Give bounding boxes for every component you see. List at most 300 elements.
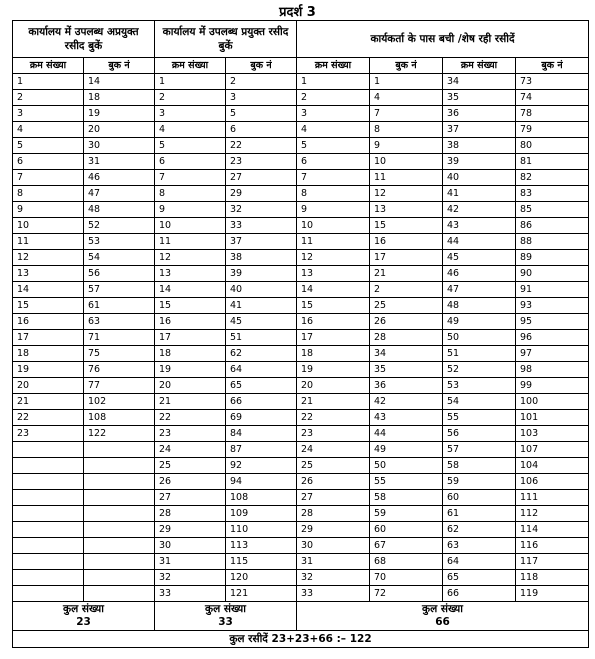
serial-cell: 66 xyxy=(443,586,516,602)
table-row xyxy=(13,474,589,490)
serial-cell: 9 xyxy=(13,202,84,218)
total-label: कुल संख्या xyxy=(422,603,463,615)
serial-cell xyxy=(13,570,84,586)
serial-cell: 16 xyxy=(13,314,84,330)
serial-cell xyxy=(13,458,84,474)
total-unused xyxy=(13,602,155,631)
serial-cell: 28 xyxy=(297,506,370,522)
column-header: क्रम संख्या xyxy=(297,58,370,74)
book-number-cell: 23 xyxy=(226,154,297,170)
book-number-cell: 71 xyxy=(84,330,155,346)
table-row xyxy=(13,426,589,442)
book-number-cell: 80 xyxy=(516,138,589,154)
serial-cell: 59 xyxy=(443,474,516,490)
book-number-cell: 119 xyxy=(516,586,589,602)
book-number-cell: 90 xyxy=(516,266,589,282)
serial-cell: 24 xyxy=(155,442,226,458)
book-number-cell: 36 xyxy=(370,378,443,394)
serial-cell: 35 xyxy=(443,90,516,106)
table-row xyxy=(13,362,589,378)
book-number-cell: 117 xyxy=(516,554,589,570)
book-number-cell: 52 xyxy=(84,218,155,234)
book-number-cell: 106 xyxy=(516,474,589,490)
serial-cell: 62 xyxy=(443,522,516,538)
book-number-cell: 86 xyxy=(516,218,589,234)
book-number-cell: 115 xyxy=(226,554,297,570)
serial-cell: 13 xyxy=(13,266,84,282)
serial-cell: 9 xyxy=(297,202,370,218)
serial-cell: 63 xyxy=(443,538,516,554)
table-row xyxy=(13,138,589,154)
book-number-cell: 79 xyxy=(516,122,589,138)
serial-cell: 34 xyxy=(443,74,516,90)
serial-cell: 9 xyxy=(155,202,226,218)
serial-cell: 20 xyxy=(155,378,226,394)
book-number-cell: 27 xyxy=(226,170,297,186)
serial-cell: 25 xyxy=(297,458,370,474)
serial-cell: 10 xyxy=(155,218,226,234)
serial-cell: 22 xyxy=(13,410,84,426)
book-number-cell: 35 xyxy=(370,362,443,378)
serial-cell: 32 xyxy=(155,570,226,586)
book-number-cell xyxy=(84,506,155,522)
serial-cell: 56 xyxy=(443,426,516,442)
book-number-cell: 31 xyxy=(84,154,155,170)
serial-cell: 4 xyxy=(155,122,226,138)
serial-cell: 7 xyxy=(297,170,370,186)
table-row xyxy=(13,458,589,474)
book-number-cell: 15 xyxy=(370,218,443,234)
book-number-cell: 3 xyxy=(226,90,297,106)
book-number-cell: 18 xyxy=(84,90,155,106)
receipt-books-table xyxy=(12,20,589,648)
book-number-cell: 110 xyxy=(226,522,297,538)
book-number-cell: 83 xyxy=(516,186,589,202)
table-row xyxy=(13,378,589,394)
serial-cell: 10 xyxy=(13,218,84,234)
serial-cell: 15 xyxy=(155,298,226,314)
book-number-cell: 85 xyxy=(516,202,589,218)
book-number-cell xyxy=(84,570,155,586)
book-number-cell: 34 xyxy=(370,346,443,362)
serial-cell: 23 xyxy=(13,426,84,442)
table-row xyxy=(13,346,589,362)
column-header-row xyxy=(13,58,589,74)
book-number-cell: 107 xyxy=(516,442,589,458)
column-header: बुक नं xyxy=(370,58,443,74)
table-row xyxy=(13,394,589,410)
serial-cell: 65 xyxy=(443,570,516,586)
book-number-cell: 77 xyxy=(84,378,155,394)
serial-cell: 16 xyxy=(155,314,226,330)
serial-cell: 24 xyxy=(297,442,370,458)
serial-cell: 3 xyxy=(297,106,370,122)
book-number-cell: 42 xyxy=(370,394,443,410)
book-number-cell: 41 xyxy=(226,298,297,314)
table-row xyxy=(13,234,589,250)
serial-cell: 10 xyxy=(297,218,370,234)
serial-cell: 15 xyxy=(297,298,370,314)
book-number-cell: 14 xyxy=(84,74,155,90)
book-number-cell: 94 xyxy=(226,474,297,490)
serial-cell: 39 xyxy=(443,154,516,170)
total-worker xyxy=(297,602,589,631)
serial-cell: 54 xyxy=(443,394,516,410)
serial-cell: 6 xyxy=(297,154,370,170)
book-number-cell: 50 xyxy=(370,458,443,474)
book-number-cell: 91 xyxy=(516,282,589,298)
book-number-cell: 114 xyxy=(516,522,589,538)
serial-cell: 16 xyxy=(297,314,370,330)
table-row xyxy=(13,106,589,122)
book-number-cell: 10 xyxy=(370,154,443,170)
book-number-cell: 47 xyxy=(84,186,155,202)
table-row xyxy=(13,90,589,106)
serial-cell: 20 xyxy=(297,378,370,394)
serial-cell: 47 xyxy=(443,282,516,298)
table-row xyxy=(13,506,589,522)
serial-cell: 19 xyxy=(13,362,84,378)
book-number-cell: 37 xyxy=(226,234,297,250)
serial-cell: 13 xyxy=(297,266,370,282)
table-row xyxy=(13,330,589,346)
book-number-cell: 67 xyxy=(370,538,443,554)
book-number-cell: 40 xyxy=(226,282,297,298)
book-number-cell: 60 xyxy=(370,522,443,538)
serial-cell: 27 xyxy=(155,490,226,506)
serial-cell: 50 xyxy=(443,330,516,346)
serial-cell: 11 xyxy=(297,234,370,250)
book-number-cell: 75 xyxy=(84,346,155,362)
book-number-cell: 109 xyxy=(226,506,297,522)
serial-cell: 17 xyxy=(13,330,84,346)
book-number-cell: 26 xyxy=(370,314,443,330)
book-number-cell: 74 xyxy=(516,90,589,106)
book-number-cell: 33 xyxy=(226,218,297,234)
book-number-cell: 97 xyxy=(516,346,589,362)
book-number-cell: 59 xyxy=(370,506,443,522)
book-number-cell: 76 xyxy=(84,362,155,378)
serial-cell: 36 xyxy=(443,106,516,122)
book-number-cell: 55 xyxy=(370,474,443,490)
book-number-cell: 113 xyxy=(226,538,297,554)
serial-cell: 58 xyxy=(443,458,516,474)
table-row xyxy=(13,442,589,458)
serial-cell: 33 xyxy=(155,586,226,602)
book-number-cell: 72 xyxy=(370,586,443,602)
serial-cell: 41 xyxy=(443,186,516,202)
serial-cell: 7 xyxy=(13,170,84,186)
serial-cell xyxy=(13,506,84,522)
book-number-cell: 8 xyxy=(370,122,443,138)
grand-total-row xyxy=(13,631,589,648)
book-number-cell: 66 xyxy=(226,394,297,410)
table-row xyxy=(13,570,589,586)
book-number-cell xyxy=(84,538,155,554)
serial-cell: 18 xyxy=(155,346,226,362)
book-number-cell: 120 xyxy=(226,570,297,586)
table-row xyxy=(13,122,589,138)
serial-cell: 21 xyxy=(155,394,226,410)
serial-cell: 2 xyxy=(13,90,84,106)
serial-cell: 21 xyxy=(297,394,370,410)
book-number-cell: 69 xyxy=(226,410,297,426)
serial-cell: 30 xyxy=(155,538,226,554)
serial-cell: 1 xyxy=(297,74,370,90)
book-number-cell: 89 xyxy=(516,250,589,266)
book-number-cell: 28 xyxy=(370,330,443,346)
totals-row xyxy=(13,602,589,631)
serial-cell: 60 xyxy=(443,490,516,506)
book-number-cell xyxy=(84,474,155,490)
total-label: कुल संख्या xyxy=(205,603,246,615)
book-number-cell: 61 xyxy=(84,298,155,314)
serial-cell: 33 xyxy=(297,586,370,602)
header-worker-remaining: कार्यकर्ता के पास बची /शेष रही रसीदें xyxy=(297,21,589,58)
book-number-cell: 122 xyxy=(84,426,155,442)
book-number-cell: 95 xyxy=(516,314,589,330)
book-number-cell: 78 xyxy=(516,106,589,122)
serial-cell: 57 xyxy=(443,442,516,458)
book-number-cell: 1 xyxy=(370,74,443,90)
total-label: कुल संख्या xyxy=(63,603,104,615)
book-number-cell: 2 xyxy=(370,282,443,298)
book-number-cell: 63 xyxy=(84,314,155,330)
serial-cell: 43 xyxy=(443,218,516,234)
serial-cell: 31 xyxy=(155,554,226,570)
serial-cell: 3 xyxy=(155,106,226,122)
serial-cell: 44 xyxy=(443,234,516,250)
table-row xyxy=(13,250,589,266)
serial-cell: 18 xyxy=(13,346,84,362)
serial-cell: 49 xyxy=(443,314,516,330)
serial-cell: 12 xyxy=(13,250,84,266)
table-row xyxy=(13,202,589,218)
book-number-cell: 29 xyxy=(226,186,297,202)
group-header-row xyxy=(13,21,589,58)
serial-cell: 14 xyxy=(297,282,370,298)
book-number-cell: 51 xyxy=(226,330,297,346)
book-number-cell: 54 xyxy=(84,250,155,266)
book-number-cell: 12 xyxy=(370,186,443,202)
book-number-cell xyxy=(84,458,155,474)
serial-cell: 48 xyxy=(443,298,516,314)
book-number-cell: 53 xyxy=(84,234,155,250)
serial-cell: 17 xyxy=(297,330,370,346)
serial-cell xyxy=(13,474,84,490)
book-number-cell: 84 xyxy=(226,426,297,442)
table-row xyxy=(13,298,589,314)
book-number-cell: 32 xyxy=(226,202,297,218)
serial-cell: 12 xyxy=(155,250,226,266)
serial-cell: 11 xyxy=(155,234,226,250)
book-number-cell: 93 xyxy=(516,298,589,314)
serial-cell: 26 xyxy=(297,474,370,490)
book-number-cell: 4 xyxy=(370,90,443,106)
serial-cell: 55 xyxy=(443,410,516,426)
book-number-cell: 118 xyxy=(516,570,589,586)
serial-cell: 28 xyxy=(155,506,226,522)
book-number-cell: 68 xyxy=(370,554,443,570)
serial-cell: 46 xyxy=(443,266,516,282)
book-number-cell: 17 xyxy=(370,250,443,266)
book-number-cell: 58 xyxy=(370,490,443,506)
book-number-cell: 88 xyxy=(516,234,589,250)
book-number-cell: 44 xyxy=(370,426,443,442)
book-number-cell: 5 xyxy=(226,106,297,122)
serial-cell: 2 xyxy=(297,90,370,106)
book-number-cell: 112 xyxy=(516,506,589,522)
table-row xyxy=(13,282,589,298)
book-number-cell: 45 xyxy=(226,314,297,330)
book-number-cell: 81 xyxy=(516,154,589,170)
total-value: 23 xyxy=(76,616,91,628)
book-number-cell: 57 xyxy=(84,282,155,298)
serial-cell: 22 xyxy=(297,410,370,426)
column-header: बुक नं xyxy=(516,58,589,74)
book-number-cell: 96 xyxy=(516,330,589,346)
serial-cell: 18 xyxy=(297,346,370,362)
serial-cell: 23 xyxy=(297,426,370,442)
book-number-cell: 22 xyxy=(226,138,297,154)
serial-cell: 31 xyxy=(297,554,370,570)
serial-cell xyxy=(13,538,84,554)
book-number-cell: 39 xyxy=(226,266,297,282)
serial-cell: 5 xyxy=(155,138,226,154)
serial-cell: 52 xyxy=(443,362,516,378)
column-header: क्रम संख्या xyxy=(443,58,516,74)
serial-cell: 23 xyxy=(155,426,226,442)
book-number-cell: 49 xyxy=(370,442,443,458)
header-unused-books: कार्यालय में उपलब्ध अप्रयुक्त रसीद बुकें xyxy=(13,21,155,58)
serial-cell: 13 xyxy=(155,266,226,282)
book-number-cell: 116 xyxy=(516,538,589,554)
book-number-cell: 121 xyxy=(226,586,297,602)
book-number-cell xyxy=(84,442,155,458)
serial-cell: 38 xyxy=(443,138,516,154)
serial-cell xyxy=(13,554,84,570)
book-number-cell: 2 xyxy=(226,74,297,90)
table-row xyxy=(13,490,589,506)
table-row xyxy=(13,266,589,282)
book-number-cell: 11 xyxy=(370,170,443,186)
serial-cell: 6 xyxy=(155,154,226,170)
book-number-cell: 30 xyxy=(84,138,155,154)
book-number-cell: 56 xyxy=(84,266,155,282)
book-number-cell: 64 xyxy=(226,362,297,378)
serial-cell: 27 xyxy=(297,490,370,506)
column-header: क्रम संख्या xyxy=(155,58,226,74)
header-used-books: कार्यालय में उपलब्ध प्रयुक्त रसीद बुकें xyxy=(155,21,297,58)
book-number-cell: 87 xyxy=(226,442,297,458)
total-value: 66 xyxy=(435,616,450,628)
serial-cell: 5 xyxy=(13,138,84,154)
grand-total: कुल रसीदें 23+23+66 :– 122 xyxy=(13,631,589,648)
book-number-cell: 82 xyxy=(516,170,589,186)
serial-cell: 14 xyxy=(155,282,226,298)
table-row xyxy=(13,538,589,554)
table-row xyxy=(13,74,589,90)
serial-cell: 53 xyxy=(443,378,516,394)
total-value: 33 xyxy=(218,616,233,628)
serial-cell: 19 xyxy=(297,362,370,378)
serial-cell: 2 xyxy=(155,90,226,106)
book-number-cell: 20 xyxy=(84,122,155,138)
table-row xyxy=(13,554,589,570)
serial-cell: 11 xyxy=(13,234,84,250)
serial-cell: 3 xyxy=(13,106,84,122)
book-number-cell: 13 xyxy=(370,202,443,218)
book-number-cell: 19 xyxy=(84,106,155,122)
table-body xyxy=(13,74,589,602)
book-number-cell: 16 xyxy=(370,234,443,250)
book-number-cell: 70 xyxy=(370,570,443,586)
serial-cell: 4 xyxy=(297,122,370,138)
serial-cell: 22 xyxy=(155,410,226,426)
book-number-cell xyxy=(84,586,155,602)
serial-cell xyxy=(13,490,84,506)
serial-cell: 5 xyxy=(297,138,370,154)
serial-cell xyxy=(13,522,84,538)
book-number-cell: 103 xyxy=(516,426,589,442)
table-row xyxy=(13,186,589,202)
table-row xyxy=(13,522,589,538)
book-number-cell: 43 xyxy=(370,410,443,426)
serial-cell: 45 xyxy=(443,250,516,266)
serial-cell: 6 xyxy=(13,154,84,170)
page-title: प्रदर्श 3 xyxy=(279,5,316,20)
serial-cell: 4 xyxy=(13,122,84,138)
serial-cell: 14 xyxy=(13,282,84,298)
table-row xyxy=(13,410,589,426)
book-number-cell: 99 xyxy=(516,378,589,394)
table-row xyxy=(13,154,589,170)
book-number-cell: 73 xyxy=(516,74,589,90)
serial-cell: 42 xyxy=(443,202,516,218)
serial-cell: 40 xyxy=(443,170,516,186)
book-number-cell: 92 xyxy=(226,458,297,474)
serial-cell: 61 xyxy=(443,506,516,522)
serial-cell: 1 xyxy=(13,74,84,90)
serial-cell xyxy=(13,586,84,602)
book-number-cell: 62 xyxy=(226,346,297,362)
serial-cell: 8 xyxy=(13,186,84,202)
serial-cell: 29 xyxy=(297,522,370,538)
serial-cell: 51 xyxy=(443,346,516,362)
serial-cell: 21 xyxy=(13,394,84,410)
book-number-cell xyxy=(84,522,155,538)
book-number-cell xyxy=(84,490,155,506)
serial-cell: 19 xyxy=(155,362,226,378)
serial-cell: 30 xyxy=(297,538,370,554)
book-number-cell: 38 xyxy=(226,250,297,266)
serial-cell: 8 xyxy=(297,186,370,202)
table-row xyxy=(13,586,589,602)
serial-cell: 29 xyxy=(155,522,226,538)
total-used xyxy=(155,602,297,631)
serial-cell: 8 xyxy=(155,186,226,202)
book-number-cell: 108 xyxy=(226,490,297,506)
book-number-cell: 111 xyxy=(516,490,589,506)
serial-cell: 37 xyxy=(443,122,516,138)
serial-cell: 15 xyxy=(13,298,84,314)
serial-cell: 1 xyxy=(155,74,226,90)
book-number-cell: 7 xyxy=(370,106,443,122)
serial-cell: 32 xyxy=(297,570,370,586)
book-number-cell: 102 xyxy=(84,394,155,410)
book-number-cell: 48 xyxy=(84,202,155,218)
column-header: बुक नं xyxy=(226,58,297,74)
